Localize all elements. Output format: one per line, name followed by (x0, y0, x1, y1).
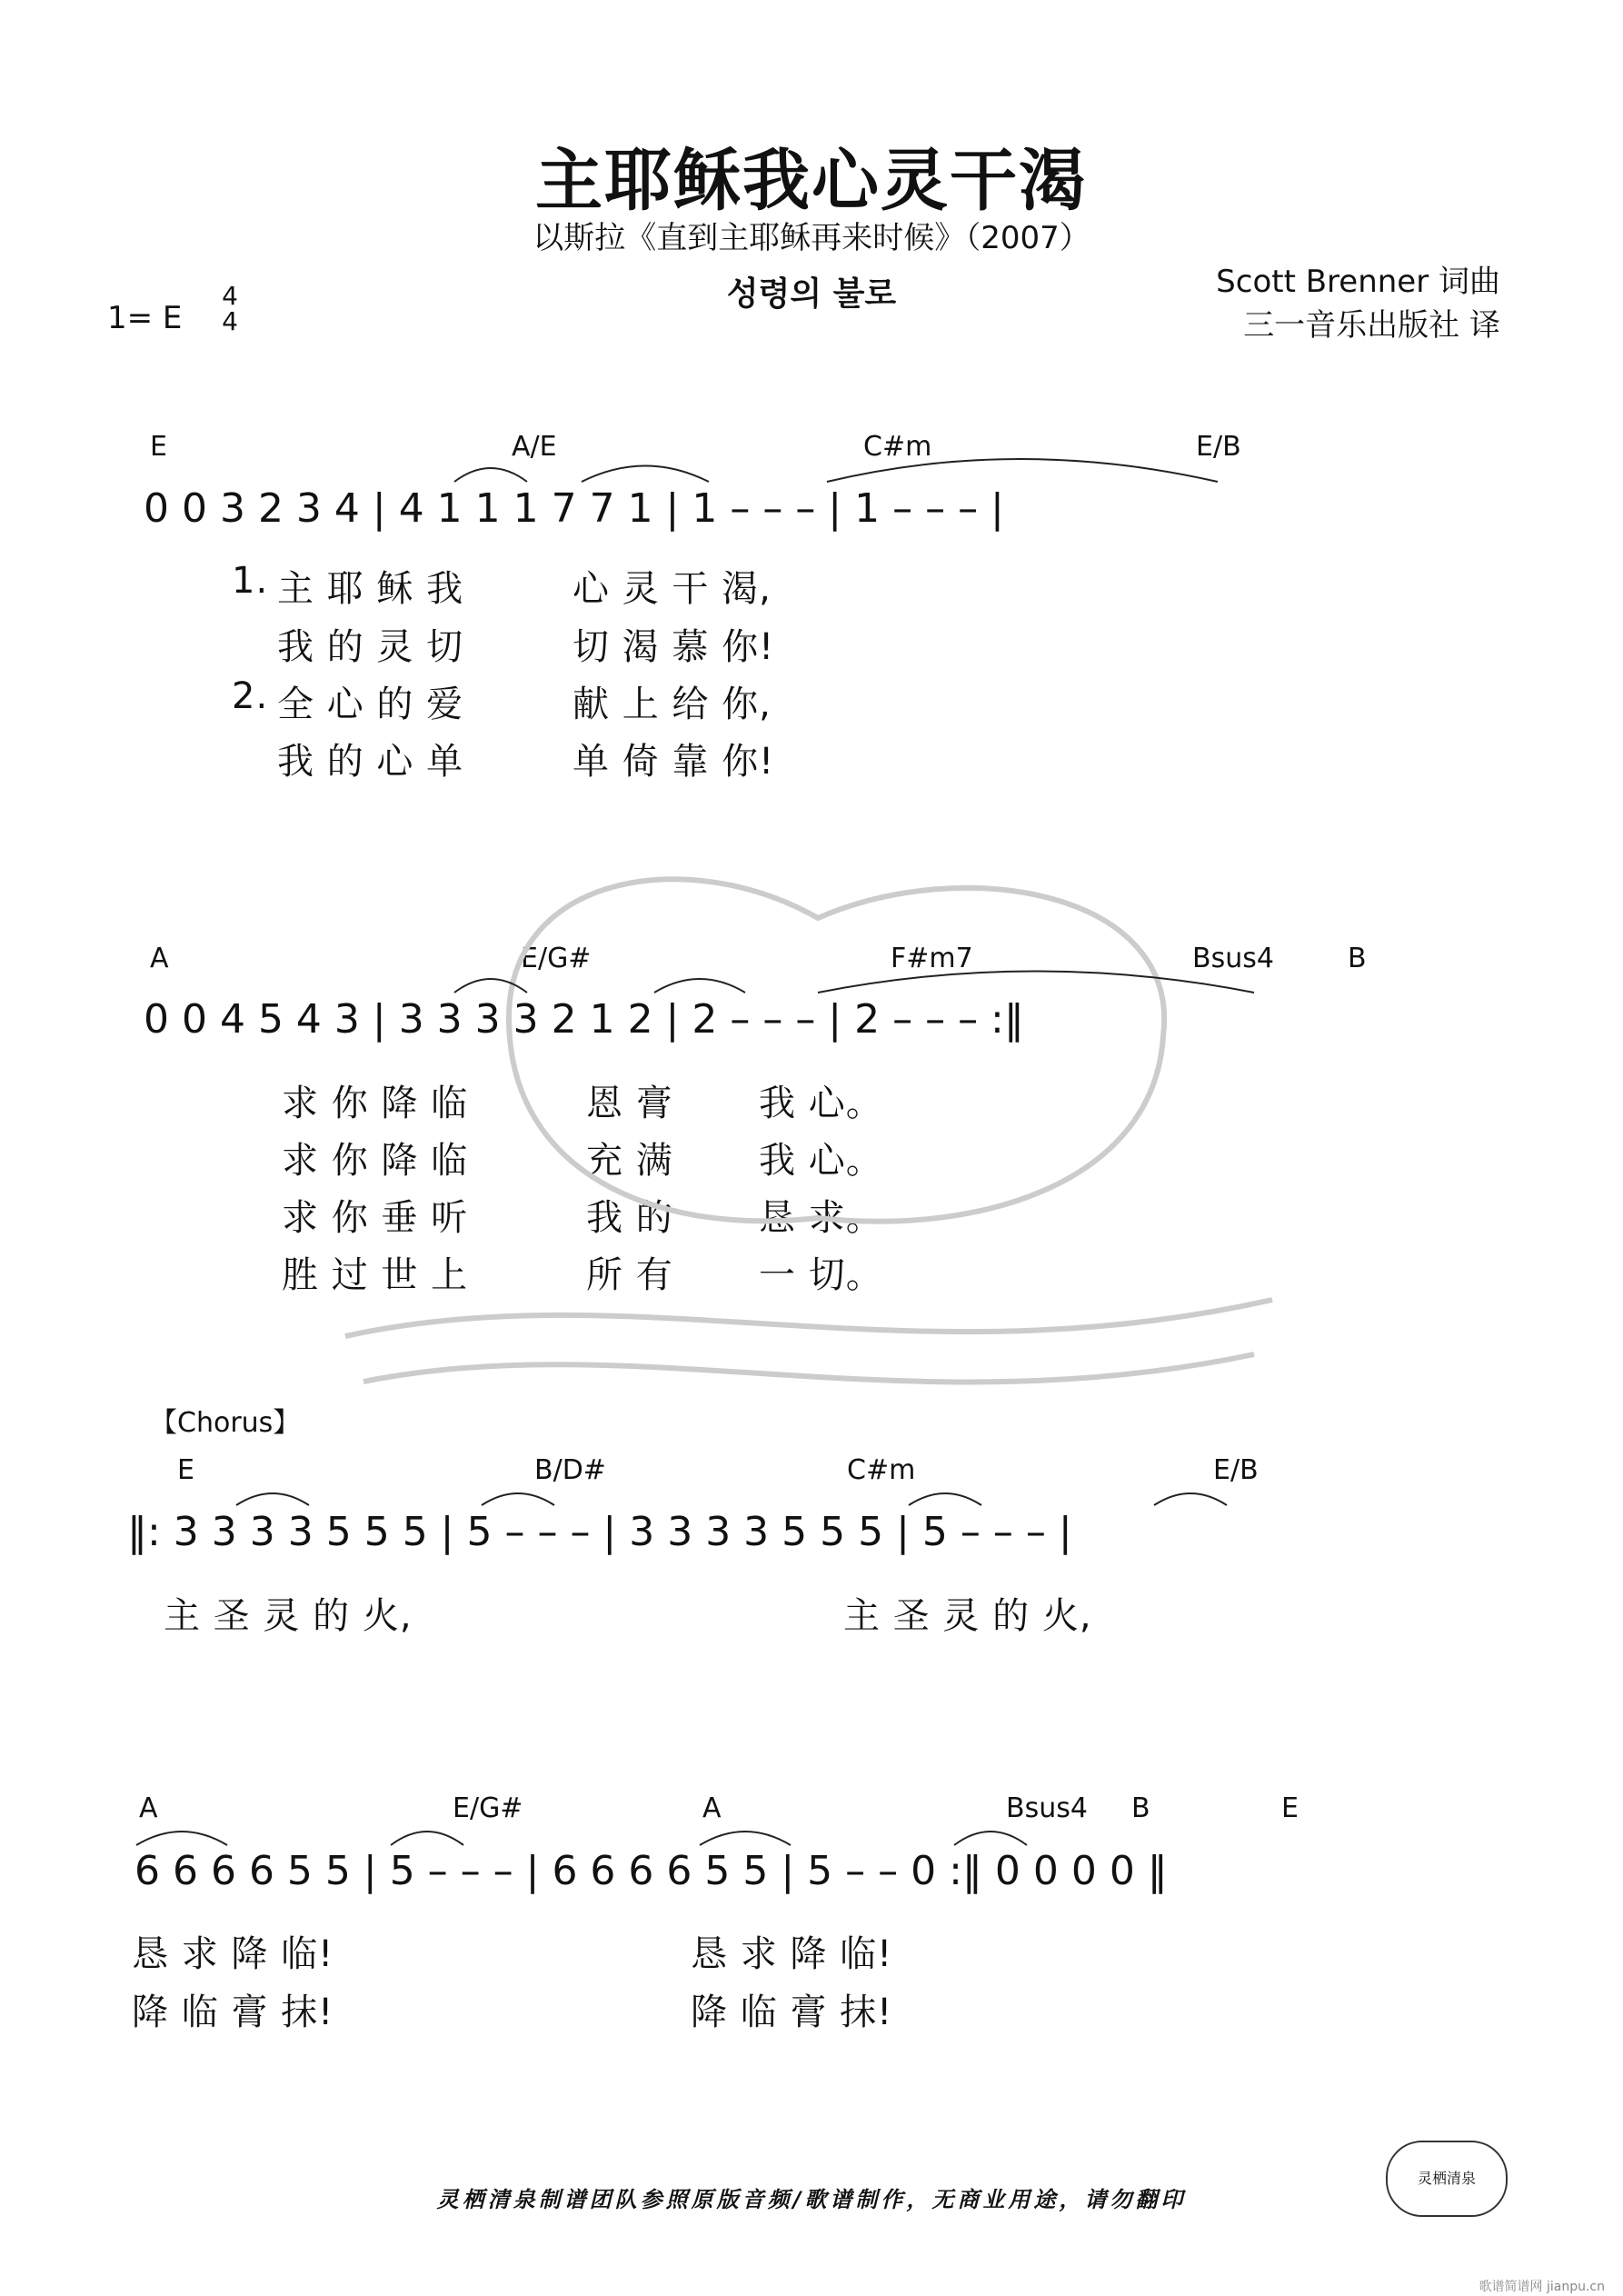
lyric-verse-number: 1. (232, 560, 269, 602)
notation-line: ‖: 3 3 3 3 5 5 5 | 5 – – – | 3 3 3 3 5 5 5 | 5 – – – | (127, 1509, 1072, 1555)
lyric-line: 单 倚 靠 你! (573, 741, 775, 783)
chord-label: E (1281, 1792, 1299, 1824)
chord-label: Bsus4 (1192, 943, 1274, 974)
lyric-line: 我 的 (586, 1197, 673, 1239)
chord-label: B (1131, 1792, 1150, 1824)
lyric-line: 我 心。 (759, 1083, 883, 1124)
lyric-line: 充 满 (586, 1140, 673, 1182)
lyric-line: 主 圣 灵 的 火, (164, 1595, 413, 1637)
chord-label: B (1348, 943, 1367, 974)
lyric-line: 恳 求。 (759, 1197, 883, 1239)
chord-label: C#m (847, 1454, 916, 1486)
korean-title: 성령의 불로 (726, 275, 897, 313)
lyric-line: 我 心。 (759, 1140, 883, 1182)
chord-label: E/B (1213, 1454, 1259, 1486)
time-signature: 4 4 (222, 281, 238, 336)
lyric-line: 我 的 心 单 (277, 741, 464, 783)
lyric-line: 降 临 膏 抹! (132, 1992, 334, 2033)
album-subtitle: 以斯拉《直到主耶稣再来时候》（2007） (533, 220, 1090, 256)
notation-line: 0 0 4 5 4 3 | 3 3 3 3 2 1 2 | 2 – – – | 2 – – – :‖ (144, 996, 1024, 1043)
chord-label: A (139, 1792, 158, 1824)
chord-label: A (702, 1792, 722, 1824)
notation-line: 0 0 3 2 3 4 | 4 1 1 1 7 7 1 | 1 – – – | 1 – – – | (144, 485, 1004, 532)
chord-label: A (150, 943, 169, 974)
chord-label: E/B (1196, 431, 1241, 463)
translator-credit: 三一音乐出版社 译 (1243, 307, 1500, 344)
notation-line: 6 6 6 6 5 5 | 5 – – – | 6 6 6 6 5 5 | 5 – – 0 :‖ 0 0 0 0 ‖ (134, 1848, 1168, 1894)
sheep-logo: 灵栖清泉 (1386, 2141, 1508, 2217)
lyric-verse-number: 2. (232, 675, 269, 717)
lyric-line: 献 上 给 你, (573, 684, 772, 725)
chord-label: E/G# (521, 943, 592, 974)
lyric-line: 心 灵 干 渴, (573, 568, 772, 610)
section-label-chorus: 【Chorus】 (150, 1407, 301, 1439)
chord-label: A/E (512, 431, 557, 463)
lyric-line: 恳 求 降 临! (132, 1933, 334, 1975)
lyric-line: 恩 膏 (586, 1083, 673, 1124)
website-watermark: 歌谱简谱网 jianpu.cn (1479, 2280, 1605, 2294)
chord-label: B/D# (534, 1454, 606, 1486)
lyric-line: 全 心 的 爱 (277, 684, 464, 725)
lyric-line: 切 渴 慕 你! (573, 626, 775, 668)
chord-label: C#m (863, 431, 932, 463)
lyric-line: 求 你 降 临 (282, 1140, 469, 1182)
lyric-line: 降 临 膏 抹! (691, 1992, 893, 2033)
key-signature: 1= E (107, 300, 183, 336)
chord-label: E (150, 431, 167, 463)
watermark-logo (345, 879, 1272, 1382)
chord-label: F#m7 (891, 943, 973, 974)
slurs (136, 459, 1254, 1845)
lyric-line: 所 有 (586, 1254, 673, 1296)
chord-label: Bsus4 (1006, 1792, 1088, 1824)
lyric-line: 求 你 垂 听 (282, 1197, 469, 1239)
lyric-line: 我 的 灵 切 (277, 626, 464, 668)
lyric-line: 胜 过 世 上 (282, 1254, 469, 1296)
page-title: 主耶稣我心灵干渴 (535, 142, 1088, 220)
chord-label: E (177, 1454, 194, 1486)
chord-label: E/G# (453, 1792, 523, 1824)
lyric-line: 主 圣 灵 的 火, (843, 1595, 1092, 1637)
composer-credit: Scott Brenner 词曲 (1216, 264, 1500, 300)
lyric-line: 求 你 降 临 (282, 1083, 469, 1124)
footer-note: 灵栖清泉制谱团队参照原版音频/歌谱制作，无商业用途，请勿翻印 (436, 2187, 1187, 2212)
lyric-line: 一 切。 (759, 1254, 883, 1296)
lyric-line: 恳 求 降 临! (691, 1933, 893, 1975)
lyric-line: 主 耶 稣 我 (277, 568, 464, 610)
